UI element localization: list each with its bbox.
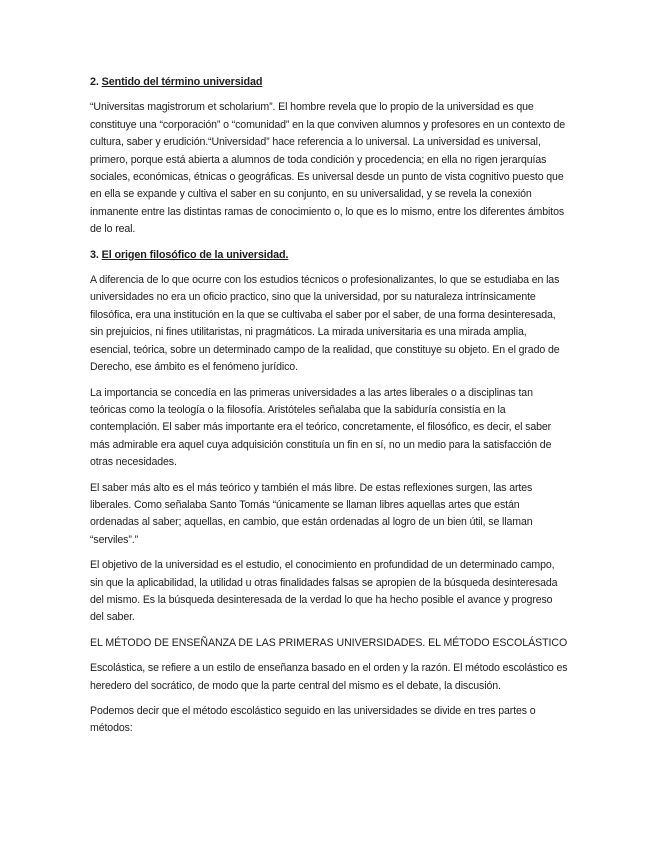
section-heading-2 <box>90 74 568 91</box>
paragraph-origen: A diferencia de lo que ocurre con los estudios técnicos o profesionalizantes, lo que se estudiaba en las universidades no era un oficio practico, sino que la universidad, por su naturaleza intrínsicamente filosófica, era una institución en la que se cultivaba el saber por el saber, de una forma desinteresada, sin prejuicios, ni fines utilitaristas, ni pragmáticos. La mirada universitaria es una mirada amplia, esencial, teórica, sobre un determinado campo de la realidad, que constituye su objeto. En el grado de Derecho, ese ámbito es el fenómeno jurídico. <box>90 274 560 374</box>
section-title: El origen filosófico de la universidad. <box>101 248 289 261</box>
section-title: Sentido del término universidad <box>101 76 263 88</box>
section-number: 3. <box>90 248 99 261</box>
paragraph-escolastica: Escolástica, se refiere a un estilo de enseñanza basado en el orden y la razón. El método escolástico es heredero del socrático, de modo que la parte central del mismo es el debate, la discusión. <box>90 662 568 692</box>
document-content <box>90 74 568 746</box>
paragraph-partes: Podemos decir que el método escolástico seguido en las universidades se divide en tres partes o métodos: <box>90 705 536 735</box>
section-heading-3 <box>90 247 568 264</box>
paragraph-universitas: “Universitas magistrorum et scholarium”. El hombre revela que lo propio de la universidad es que constituye una “corporación” o “comunidad” en la que conviven alumnos y profesores en un contexto de cultura, saber y erudición.“Universidad” hace referencia a lo universal. La universidad es universal, primero, porque está abierta a alumnos de toda condición y procedencia; en ella no rigen jerarquías sociales, económicas, étnicas o geográficas. Es universal desde un punto de vista cognitivo puesto que en ella se expande y cultiva el saber en su conjunto, en su universalidad, y se revela la conexión inmanente entre las distintas ramas de conocimiento o, lo que es lo mismo, entre los diferentes ámbitos de lo real. <box>90 101 566 236</box>
paragraph-saber-libre: El saber más alto es el más teórico y también el más libre. De estas reflexiones surgen, las artes liberales. Como señalaba Santo Tomás “únicamente se llaman libres aquellas artes que están ordenadas al saber; aquellas, en cambio, que están ordenadas al logro de un bien útil, se llaman “serviles”.” <box>90 481 533 546</box>
paragraph-importancia: La importancia se concedía en las primeras universidades a las artes liberales o a disciplinas tan teóricas como la teología o la filosofía. Aristóteles señalaba que la sabiduría consistía en la contemplación. El saber más importante era el teórico, concretamente, el filosófico, es decir, el saber más admirable era aquel cuya adquisición constituía un fin en sí, no un medio para la satisfacción de otras necesidades. <box>90 386 552 469</box>
paragraph-objetivo: El objetivo de la universidad es el estudio, el conocimiento en profundidad de un determinado campo, sin que la aplicabilidad, la utilidad u otras finalidades falsas se apropien de la búsqueda desinteresada del mismo. Es la búsqueda desinteresada de la verdad lo que ha hecho posible el avance y progreso del saber. <box>90 559 558 624</box>
section-heading-metodo: EL MÉTODO DE ENSEÑANZA DE LAS PRIMERAS UNIVERSIDADES. EL MÉTODO ESCOLÁSTICO <box>90 636 568 649</box>
section-number: 2. <box>90 76 99 88</box>
